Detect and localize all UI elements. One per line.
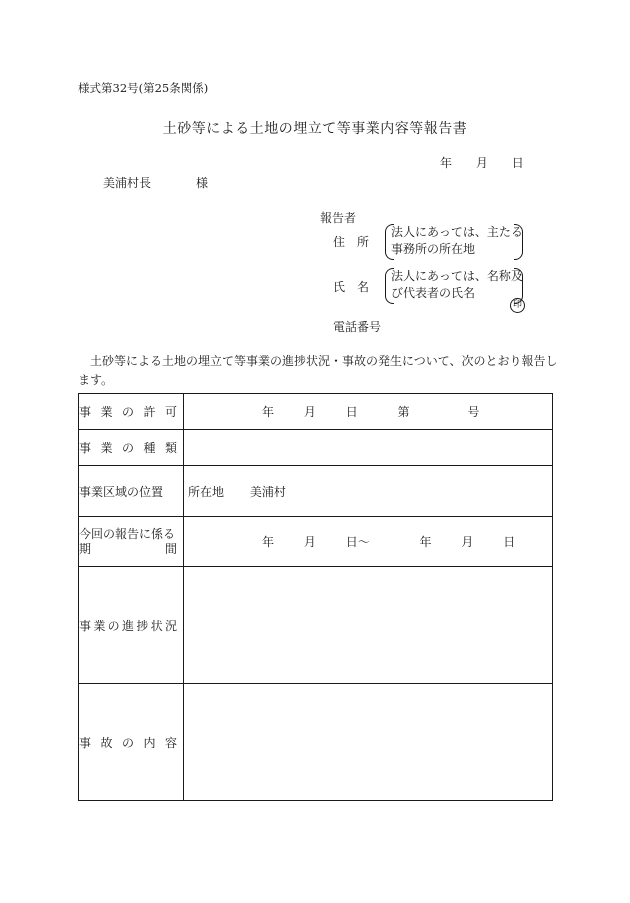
table-row — [79, 430, 553, 466]
table-row — [79, 394, 553, 430]
document-title: 土砂等による土地の埋立て等事業内容等報告書 — [162, 121, 468, 137]
report-statement: 土砂等による土地の埋立て等事業の進捗状況・事故の発生について、次のとおり報告します。 — [78, 354, 558, 387]
table-row — [79, 684, 553, 801]
period-label: 今回の報告に係る 期 間 — [79, 526, 177, 556]
type-label: 事 業 の 種 類 — [79, 441, 177, 455]
location-label: 事業区域の位置 — [79, 484, 164, 499]
period-label-cell — [79, 517, 184, 567]
name-label: 氏 名 — [333, 280, 370, 294]
address-bracket-right — [514, 224, 523, 260]
addressee — [103, 174, 208, 191]
date-month: 月 — [475, 156, 488, 170]
reporter-label: 報告者 — [320, 211, 357, 225]
address-note-line: 事務所の所在地 — [391, 242, 476, 256]
progress-value-cell[interactable] — [184, 567, 553, 684]
name-note-line: 法人にあっては、名称及 — [391, 269, 523, 283]
location-address-label: 所在地 — [188, 484, 225, 499]
phone-label: 電話番号 — [333, 320, 382, 334]
form-number: 様式第32号(第25条関係) — [78, 81, 209, 95]
report-table — [78, 393, 553, 801]
date-day: 日 — [511, 156, 524, 170]
period-value-cell[interactable]: 年 月 日〜 年 月 日 — [184, 517, 553, 567]
type-value-cell[interactable] — [184, 430, 553, 466]
name-note — [391, 268, 523, 302]
report-date — [440, 154, 524, 171]
permit-label-cell — [79, 394, 184, 430]
address-label: 住 所 — [333, 235, 370, 249]
addressee-honorific: 様 — [196, 176, 209, 190]
permit-value-cell[interactable]: 年 月 日 第 号 — [184, 394, 553, 430]
addressee-name: 美浦村長 — [103, 176, 152, 190]
type-label-cell — [79, 430, 184, 466]
table-row — [79, 567, 553, 684]
progress-label: 事 業 の 進 捗 状 況 — [79, 618, 177, 633]
address-note — [391, 224, 523, 258]
table-row — [79, 517, 553, 567]
permit-label: 事 業 の 許 可 — [79, 405, 177, 419]
name-note-line: び代表者の氏名 — [391, 286, 476, 300]
seal-mark: 印 — [510, 298, 525, 313]
accident-label: 事 故 の 内 容 — [79, 735, 177, 750]
progress-label-cell — [79, 567, 184, 684]
accident-label-cell — [79, 684, 184, 801]
date-year: 年 — [440, 156, 453, 170]
table-row — [79, 466, 553, 517]
location-value-cell[interactable] — [184, 466, 553, 517]
address-note-line: 法人にあっては、主たる — [391, 225, 523, 239]
accident-value-cell[interactable] — [184, 684, 553, 801]
location-village: 美浦村 — [249, 484, 286, 499]
location-label-cell — [79, 466, 184, 517]
